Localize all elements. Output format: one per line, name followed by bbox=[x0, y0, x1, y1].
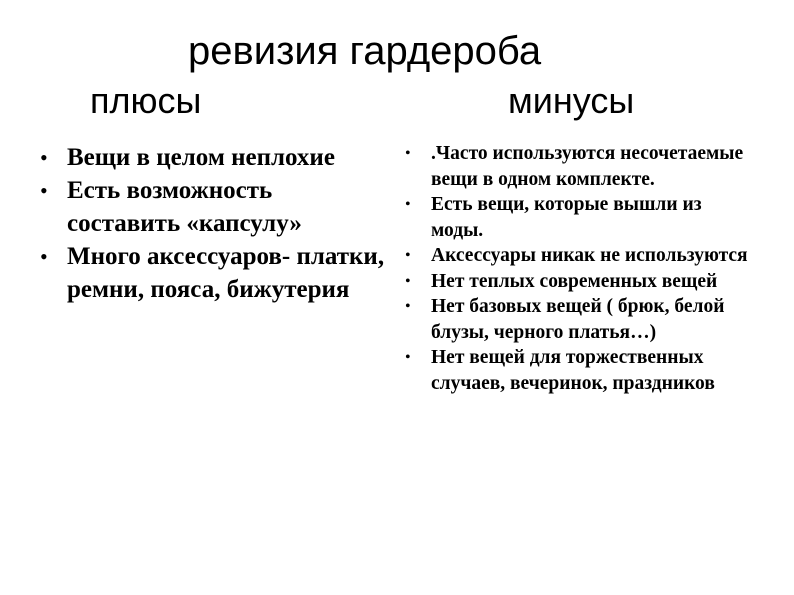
cons-item bbox=[405, 243, 750, 269]
bullet-icon: • bbox=[40, 178, 48, 203]
pros-heading: плюсы bbox=[90, 80, 202, 121]
bullet-icon: • bbox=[405, 145, 411, 162]
cons-list bbox=[405, 141, 750, 396]
cons-item bbox=[405, 269, 750, 295]
bullet-icon: • bbox=[40, 244, 48, 269]
cons-item bbox=[405, 192, 750, 243]
pros-item-text: Есть возможность составить «капсулу» bbox=[67, 177, 302, 237]
bullet-icon: • bbox=[405, 298, 411, 315]
cons-heading: минусы bbox=[508, 80, 635, 121]
cons-item-text: Аксессуары никак не используются bbox=[431, 245, 748, 266]
cons-item-text: Нет теплых современных вещей bbox=[431, 270, 718, 292]
bullet-icon: • bbox=[405, 196, 411, 213]
pros-item bbox=[40, 141, 390, 174]
cons-item bbox=[405, 141, 750, 192]
bullet-icon: • bbox=[405, 349, 411, 366]
pros-item-text: Вещи в целом неплохие bbox=[67, 144, 335, 171]
pros-list bbox=[40, 141, 390, 306]
bullet-icon: • bbox=[405, 272, 411, 290]
bullet-icon: • bbox=[40, 145, 48, 170]
cons-item-text: Нет базовых вещей ( брюк, белой блузы, черного платья…) bbox=[431, 296, 725, 343]
cons-item bbox=[405, 345, 750, 396]
cons-item bbox=[405, 294, 750, 345]
cons-item-text: Есть вещи, которые вышли из моды. bbox=[431, 194, 702, 241]
pros-item bbox=[40, 240, 390, 306]
pros-item-text: Много аксессуаров- платки, ремни, пояса, бижутерия bbox=[67, 243, 385, 303]
cons-item-text: Нет вещей для торжественных случаев, вечеринок, праздников bbox=[431, 347, 715, 394]
cons-item-text: .Часто используются несочетаемые вещи в одном комплекте. bbox=[431, 143, 744, 190]
pros-item bbox=[40, 174, 390, 240]
bullet-icon: • bbox=[405, 247, 411, 264]
slide-title: ревизия гардероба bbox=[188, 29, 542, 73]
